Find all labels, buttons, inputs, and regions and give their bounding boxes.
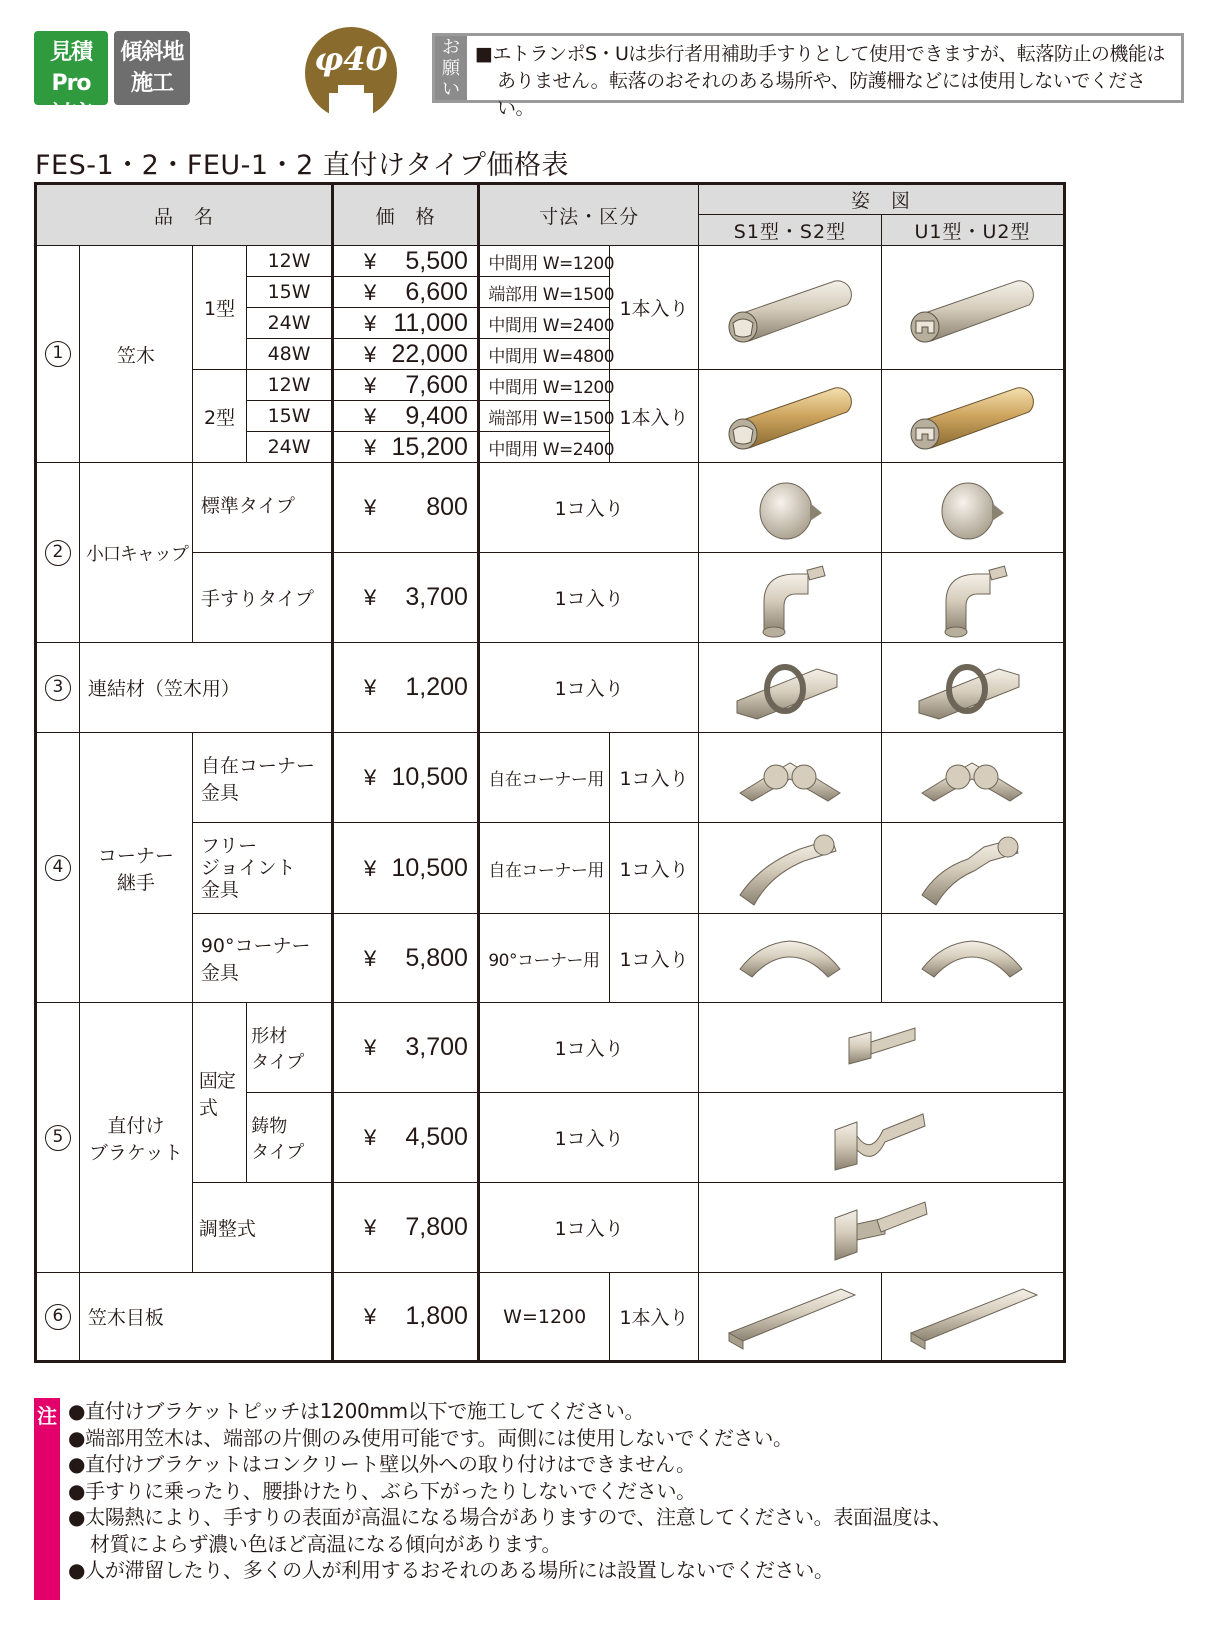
price-cell: ¥ 3,700 bbox=[332, 1003, 478, 1093]
price-cell: ¥ 3,700 bbox=[332, 553, 478, 643]
joint-plate-u-image bbox=[881, 1273, 1064, 1362]
table-row bbox=[36, 643, 1065, 733]
free-corner-label: 自在コーナー 金具 bbox=[192, 733, 332, 823]
item-name-joint-plate: 笠木目板 bbox=[79, 1273, 332, 1362]
pack-cell: 1コ入り bbox=[610, 823, 699, 914]
item-name-corner-joint bbox=[79, 733, 192, 1003]
handrail-u-type2-image bbox=[881, 370, 1064, 463]
size-cell: 中間用 W=2400 bbox=[479, 308, 610, 339]
price-cell: ¥ 1,800 bbox=[332, 1273, 478, 1362]
item-number-3: 3 bbox=[36, 643, 80, 733]
diameter-badge bbox=[305, 27, 397, 119]
cap-standard-u-image bbox=[881, 463, 1064, 553]
size-cell: 端部用 W=1500 bbox=[479, 401, 610, 432]
bracket-adjust-image bbox=[698, 1183, 1064, 1273]
use-cell: 90°コーナー用 bbox=[479, 914, 610, 1003]
table-row bbox=[36, 1273, 1065, 1362]
estimate-pro-line2: 対応 bbox=[49, 102, 92, 127]
note-item: ●端部用笠木は、端部の片側のみ使用可能です。両側には使用しないでください。 bbox=[68, 1425, 793, 1450]
estimate-pro-line1: 見積Pro bbox=[49, 40, 92, 96]
notice-tag-char: い bbox=[442, 79, 460, 100]
width-code: 12W bbox=[247, 370, 333, 401]
handrail-s-type1-image bbox=[698, 246, 881, 370]
pack-cell: 1コ入り bbox=[479, 463, 699, 553]
price-cell: ¥ 10,500 bbox=[332, 823, 478, 914]
notice-tag-char: 願 bbox=[442, 58, 460, 79]
item-name-bracket bbox=[79, 1003, 192, 1273]
free-joint-u-image bbox=[881, 823, 1064, 914]
handrail-u-type1-image bbox=[881, 246, 1064, 370]
adjust-type-label: 調整式 bbox=[192, 1183, 332, 1273]
size-cell: 中間用 W=1200 bbox=[479, 246, 610, 277]
pack-cell: 1本入り bbox=[610, 1273, 699, 1362]
item-name-handrail: 笠木 bbox=[79, 246, 192, 463]
notes-list bbox=[68, 1398, 1218, 1584]
width-code: 24W bbox=[247, 432, 333, 463]
notes-tag-label: 注 bbox=[37, 1404, 57, 1428]
corner90-u-image bbox=[881, 914, 1064, 1003]
joint-plate-s-image bbox=[698, 1273, 881, 1362]
notes-tag bbox=[34, 1398, 60, 1600]
price-cell: ¥ 5,800 bbox=[332, 914, 478, 1003]
price-cell: ¥ 15,200 bbox=[332, 432, 478, 463]
profile-notch-shape bbox=[329, 93, 373, 121]
estimate-pro-badge bbox=[34, 31, 108, 127]
notice-line-2: ありません。転落のおそれのある場所や、防護柵などには使用しないでください。 bbox=[497, 70, 1146, 119]
price-cell: ¥ 10,500 bbox=[332, 733, 478, 823]
note-item: ●直付けブラケットはコンクリート壁以外への取り付けはできません。 bbox=[68, 1452, 696, 1476]
header-figure: 姿 図 bbox=[698, 184, 1064, 215]
cap-handrail-s-image bbox=[698, 553, 881, 643]
cap-handrail-label: 手すりタイプ bbox=[192, 553, 332, 643]
connector-s-image bbox=[698, 643, 881, 733]
pack-cell: 1本入り bbox=[610, 246, 699, 370]
note-item: ●人が滞留したり、多くの人が利用するおそれのある場所には設置しないでください。 bbox=[68, 1558, 834, 1582]
fixed-type-label: 固定式 bbox=[192, 1003, 246, 1183]
corner90-label: 90°コーナー 金具 bbox=[192, 914, 332, 1003]
type-1-label: 1型 bbox=[192, 246, 246, 370]
item-name-connector: 連結材（笠木用） bbox=[79, 643, 332, 733]
type-2-label: 2型 bbox=[192, 370, 246, 463]
price-cell: ¥ 9,400 bbox=[332, 401, 478, 432]
item-number-6: 6 bbox=[36, 1273, 80, 1362]
size-cell: 中間用 W=4800 bbox=[479, 339, 610, 370]
width-code: 12W bbox=[247, 246, 333, 277]
slope-construction-badge bbox=[114, 31, 190, 105]
size-cell: W=1200 bbox=[479, 1273, 610, 1362]
free-joint-label: フリー ジョイント 金具 bbox=[192, 823, 332, 914]
header-price: 価 格 bbox=[332, 184, 478, 246]
connector-u-image bbox=[881, 643, 1064, 733]
cast-type-label: 鋳物 タイプ bbox=[247, 1093, 333, 1183]
price-cell: ¥ 1,200 bbox=[332, 643, 478, 733]
cap-standard-label: 標準タイプ bbox=[192, 463, 332, 553]
header-figure-u: U1型・U2型 bbox=[881, 215, 1064, 246]
price-cell: ¥ 7,600 bbox=[332, 370, 478, 401]
notice-tag bbox=[435, 36, 467, 100]
table-row bbox=[36, 246, 1065, 277]
pack-cell: 1コ入り bbox=[479, 643, 699, 733]
width-code: 15W bbox=[247, 277, 333, 308]
header-name: 品 名 bbox=[36, 184, 333, 246]
corner-joint-line2: 継手 bbox=[116, 871, 155, 894]
slope-line2: 施工 bbox=[130, 71, 173, 96]
note-item: ●手すりに乗ったり、腰掛けたり、ぶら下がったりしないでください。 bbox=[68, 1478, 696, 1503]
notice-body bbox=[475, 41, 1175, 122]
bracket-line1: 直付け bbox=[107, 1114, 165, 1137]
page-title: FES-1・2・FEU-1・2 直付けタイプ価格表 bbox=[35, 150, 570, 181]
price-cell: ¥ 800 bbox=[332, 463, 478, 553]
table-row bbox=[36, 1003, 1065, 1093]
size-cell: 中間用 W=2400 bbox=[479, 432, 610, 463]
diameter-label: φ40 bbox=[314, 40, 388, 78]
pack-cell: 1コ入り bbox=[610, 733, 699, 823]
pack-cell: 1コ入り bbox=[479, 553, 699, 643]
cap-standard-s-image bbox=[698, 463, 881, 553]
price-cell: ¥ 6,600 bbox=[332, 277, 478, 308]
slope-line1: 傾斜地 bbox=[120, 40, 184, 65]
free-corner-u-image bbox=[881, 733, 1064, 823]
pack-cell: 1コ入り bbox=[479, 1183, 699, 1273]
use-cell: 自在コーナー用 bbox=[479, 823, 610, 914]
price-cell: ¥ 7,800 bbox=[332, 1183, 478, 1273]
price-table bbox=[34, 182, 1066, 1363]
table-row bbox=[36, 463, 1065, 553]
price-cell: ¥ 22,000 bbox=[332, 339, 478, 370]
price-cell: ¥ 5,500 bbox=[332, 246, 478, 277]
price-cell: ¥ 11,000 bbox=[332, 308, 478, 339]
table-row bbox=[36, 733, 1065, 823]
width-code: 15W bbox=[247, 401, 333, 432]
item-number-1: 1 bbox=[36, 246, 80, 463]
notice-box bbox=[432, 33, 1184, 119]
pack-cell: 1コ入り bbox=[479, 1003, 699, 1093]
corner90-s-image bbox=[698, 914, 881, 1003]
size-cell: 端部用 W=1500 bbox=[479, 277, 610, 308]
bracket-cast-image bbox=[698, 1093, 1064, 1183]
notice-line-1: ■エトランポS・Uは歩行者用補助手すりとして使用できますが、転落防止の機能は bbox=[475, 43, 1165, 65]
corner-joint-line1: コーナー bbox=[97, 844, 174, 867]
price-cell: ¥ 4,500 bbox=[332, 1093, 478, 1183]
width-code: 48W bbox=[247, 339, 333, 370]
header-size: 寸法・区分 bbox=[479, 184, 699, 246]
pack-cell: 1コ入り bbox=[479, 1093, 699, 1183]
note-item: ●直付けブラケットピッチは1200mm以下で施工してください。 bbox=[68, 1399, 645, 1423]
item-number-5: 5 bbox=[36, 1003, 80, 1273]
item-number-4: 4 bbox=[36, 733, 80, 1003]
free-joint-s-image bbox=[698, 823, 881, 914]
item-number-2: 2 bbox=[36, 463, 80, 643]
note-item: ●太陽熱により、手すりの表面が高温になる場合がありますので、注意してください。表面温度は、 bbox=[68, 1505, 952, 1529]
use-cell: 自在コーナー用 bbox=[479, 733, 610, 823]
pack-cell: 1本入り bbox=[610, 370, 699, 463]
notice-tag-char: お bbox=[442, 37, 460, 58]
handrail-s-type2-image bbox=[698, 370, 881, 463]
bracket-shape-image bbox=[698, 1003, 1064, 1093]
width-code: 24W bbox=[247, 308, 333, 339]
cap-handrail-u-image bbox=[881, 553, 1064, 643]
size-cell: 中間用 W=1200 bbox=[479, 370, 610, 401]
bracket-line2: ブラケット bbox=[88, 1141, 183, 1164]
shape-type-label: 形材 タイプ bbox=[247, 1003, 333, 1093]
note-item: 材質によらず濃い色ほど高温になる傾向があります。 bbox=[90, 1531, 562, 1556]
item-name-end-cap: 小口キャップ bbox=[79, 463, 192, 643]
free-corner-s-image bbox=[698, 733, 881, 823]
header-figure-s: S1型・S2型 bbox=[698, 215, 881, 246]
pack-cell: 1コ入り bbox=[610, 914, 699, 1003]
